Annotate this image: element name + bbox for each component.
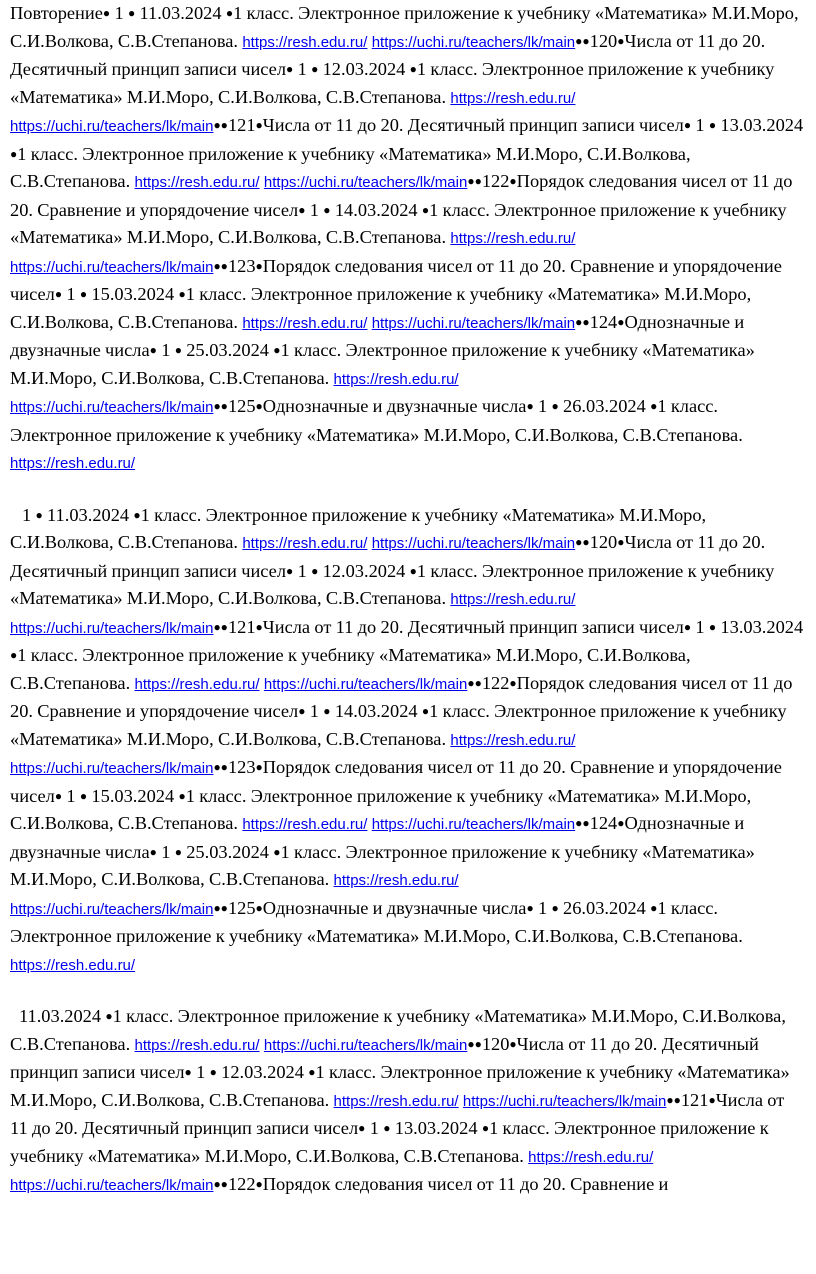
hyperlink[interactable]: https://resh.edu.ru/: [450, 731, 576, 749]
bullet-dot-icon: ●●: [213, 900, 228, 915]
bullet-dot-icon: ●: [683, 619, 692, 634]
hyperlink[interactable]: https://uchi.ru/teachers/lk/main: [371, 33, 576, 51]
text-segment: Числа от 11 до 20. Десятичный принцип записи чисел: [262, 115, 684, 135]
bullet-dot-icon: ●: [509, 1036, 517, 1051]
bullet-dot-icon: ●●: [467, 675, 482, 690]
bullet-dot-icon: ●: [35, 507, 43, 522]
bullet-dot-icon: ●●: [213, 760, 228, 774]
bullet-dot-icon: ●: [178, 788, 186, 803]
bullet-dot-icon: ●: [383, 1121, 391, 1135]
bullet-dot-icon: ●: [650, 900, 658, 915]
bullet-dot-icon: ●: [708, 118, 717, 132]
bullet-dot-icon: ●●: [666, 1092, 681, 1107]
text-segment: 1 класс. Электронное приложение к учебнику «Математика» М.И.Моро, С.И.Волкова, С.В.Степанова.: [10, 560, 775, 608]
bullet-dot-icon: ●: [149, 343, 157, 357]
bullet-dot-icon: ●: [509, 174, 517, 188]
text-segment: 1 класс. Электронное приложение к учебнику «Математика» М.И.Моро, С.И.Волкова, С.В.Степанова.: [10, 396, 743, 445]
text-segment: Числа от 11 до 20. Десятичный принцип записи чисел: [262, 616, 684, 637]
hyperlink[interactable]: https://resh.edu.ru/: [450, 591, 576, 608]
hyperlink[interactable]: https://uchi.ru/teachers/lk/main: [263, 1036, 468, 1054]
hyperlink[interactable]: https://resh.edu.ru/: [10, 455, 136, 472]
text-segment: Однозначные и двузначные числа: [262, 897, 527, 918]
text-segment: 13.03.2024: [390, 1118, 482, 1138]
bullet-dot-icon: ●: [617, 33, 625, 48]
text-block-2: [0, 502, 816, 980]
text-segment: 1: [533, 396, 552, 416]
text-segment: 120: [589, 532, 618, 552]
bullet-dot-icon: ●: [133, 507, 141, 522]
text-segment: Порядок следования чисел от 11 до 20. Сравнение и упорядочение чисел: [10, 757, 782, 806]
text-segment: 1 класс. Электронное приложение к учебнику «Математика» М.И.Моро, С.И.Волкова, С.В.Степанова.: [10, 340, 755, 388]
text-segment: 122: [481, 171, 510, 191]
hyperlink[interactable]: https://resh.edu.ru/: [528, 1148, 654, 1166]
text-segment: Числа от 11 до 20. Десятичный принцип записи чисел: [10, 1033, 759, 1082]
hyperlink[interactable]: https://uchi.ru/teachers/lk/main: [10, 399, 214, 416]
text-segment: Числа от 11 до 20. Десятичный принцип записи чисел: [10, 1089, 785, 1138]
bullet-dot-icon: ●: [708, 1092, 716, 1107]
bullet-dot-icon: ●: [286, 62, 294, 76]
bullet-dot-icon: ●: [255, 1177, 263, 1191]
hyperlink[interactable]: https://uchi.ru/teachers/lk/main: [10, 760, 214, 777]
bullet-dot-icon: ●: [323, 202, 331, 217]
text-segment: 1: [156, 340, 175, 360]
text-segment: 11.03.2024: [135, 3, 226, 23]
bullet-dot-icon: ●: [178, 287, 186, 301]
bullet-dot-icon: ●: [255, 118, 263, 132]
bullet-dot-icon: ●: [10, 146, 18, 161]
hyperlink[interactable]: https://resh.edu.ru/: [450, 89, 576, 107]
bullet-dot-icon: ●: [551, 399, 559, 413]
bullet-dot-icon: ●: [617, 314, 625, 329]
hyperlink[interactable]: https://uchi.ru/teachers/lk/main: [263, 174, 468, 191]
text-segment: 1 класс. Электронное приложение к учебнику «Математика» М.И.Моро, С.И.Волкова, С.В.Степанова.: [10, 143, 691, 191]
text-segment: Порядок следования чисел от 11 до 20. Сравнение и упорядочение чисел: [10, 171, 793, 220]
bullet-dot-icon: ●: [255, 619, 263, 634]
text-segment: 1: [191, 1062, 210, 1082]
text-segment: Повторение: [10, 3, 103, 23]
bullet-dot-icon: ●: [54, 788, 63, 803]
bullet-dot-icon: ●: [509, 675, 517, 690]
bullet-dot-icon: ●●: [575, 535, 590, 549]
bullet-dot-icon: ●: [79, 788, 88, 803]
text-segment: 122: [227, 1174, 256, 1194]
bullet-dot-icon: ●: [617, 535, 625, 549]
hyperlink[interactable]: https://resh.edu.ru/: [134, 1036, 260, 1054]
hyperlink[interactable]: https://uchi.ru/teachers/lk/main: [10, 258, 214, 276]
bullet-dot-icon: ●●: [467, 174, 482, 188]
bullet-dot-icon: ●: [421, 202, 430, 217]
text-segment: 1 класс. Электронное приложение к учебнику «Математика» М.И.Моро, С.И.Волкова, С.В.Степанова.: [10, 1062, 790, 1110]
text-segment: 14.03.2024: [330, 701, 422, 721]
text-segment: Числа от 11 до 20. Десятичный принцип записи чисел: [10, 532, 766, 581]
text-segment: 11.03.2024: [42, 504, 134, 525]
text-segment: Числа от 11 до 20. Десятичный принцип записи чисел: [10, 30, 766, 79]
bullet-dot-icon: ●: [298, 704, 306, 718]
bullet-dot-icon: ●: [54, 287, 63, 301]
text-segment: 1: [156, 841, 175, 862]
bullet-dot-icon: ●: [105, 1009, 113, 1023]
text-segment: 1 класс. Электронное приложение к учебнику «Математика» М.И.Моро, С.И.Волкова, С.В.Степанова.: [10, 59, 775, 107]
text-segment: 124: [589, 311, 618, 332]
bullet-dot-icon: ●: [273, 844, 281, 859]
text-segment: 15.03.2024: [87, 284, 179, 304]
hyperlink[interactable]: https://uchi.ru/teachers/lk/main: [371, 816, 576, 833]
text-segment: 1 класс. Электронное приложение к учебнику «Математика» М.И.Моро, С.И.Волкова, С.В.Степанова.: [10, 1118, 769, 1166]
text-segment: Порядок следования чисел от 11 до 20. Сравнение и: [262, 1174, 669, 1194]
text-segment: 1: [62, 284, 80, 304]
text-segment: 124: [589, 813, 618, 833]
bullet-dot-icon: ●●: [575, 314, 590, 329]
text-segment: 26.03.2024: [558, 897, 651, 918]
text-segment: 1 класс. Электронное приложение к учебнику «Математика» М.И.Моро, С.И.Волкова, С.В.Степанова.: [10, 785, 752, 833]
bullet-dot-icon: ●: [225, 6, 234, 20]
text-segment: 122: [481, 672, 510, 693]
bullet-dot-icon: ●: [286, 563, 294, 578]
bullet-dot-icon: ●●: [213, 258, 228, 273]
text-segment: 1: [533, 897, 552, 918]
text-segment: 1 класс. Электронное приложение к учебнику «Математика» М.И.Моро, С.И.Волкова, С.В.Степанова.: [10, 199, 787, 247]
bullet-dot-icon: ●: [79, 287, 88, 301]
text-segment: 1: [293, 59, 312, 79]
text-segment: 1 класс. Электронное приложение к учебнику «Математика» М.И.Моро, С.И.Волкова, С.В.Степанова.: [10, 1006, 786, 1054]
bullet-dot-icon: ●: [617, 816, 625, 830]
bullet-dot-icon: ●: [127, 6, 136, 20]
hyperlink[interactable]: https://resh.edu.ru/: [242, 33, 368, 51]
text-segment: Однозначные и двузначные числа: [10, 311, 745, 360]
bullet-dot-icon: ●: [255, 399, 263, 413]
text-segment: 15.03.2024: [87, 785, 179, 806]
hyperlink[interactable]: https://resh.edu.ru/: [333, 370, 459, 388]
bullet-dot-icon: ●: [421, 704, 430, 718]
bullet-dot-icon: ●: [683, 118, 692, 132]
bullet-dot-icon: ●: [551, 900, 559, 915]
bullet-dot-icon: ●: [708, 619, 717, 634]
hyperlink[interactable]: https://resh.edu.ru/: [242, 314, 368, 332]
hyperlink[interactable]: https://uchi.ru/teachers/lk/main: [10, 619, 214, 637]
bullet-dot-icon: ●: [323, 704, 331, 718]
bullet-dot-icon: ●●: [575, 33, 590, 48]
text-segment: 12.03.2024: [216, 1062, 309, 1082]
text-segment: Однозначные и двузначные числа: [262, 396, 527, 416]
text-segment: 1: [691, 115, 709, 135]
text-segment: 1 класс. Электронное приложение к учебнику «Математика» М.И.Моро, С.И.Волкова, С.В.Степанова.: [10, 284, 752, 332]
hyperlink[interactable]: https://uchi.ru/teachers/lk/main: [263, 675, 468, 693]
text-segment: 13.03.2024: [716, 115, 804, 135]
bullet-dot-icon: ●: [650, 399, 658, 413]
text-segment: Порядок следования чисел от 11 до 20. Сравнение и упорядочение чисел: [10, 255, 782, 304]
text-segment: 125: [227, 396, 256, 416]
hyperlink[interactable]: https://uchi.ru/teachers/lk/main: [462, 1092, 667, 1110]
bullet-dot-icon: ●: [273, 343, 281, 357]
bullet-dot-icon: ●: [102, 6, 111, 20]
text-segment: Однозначные и двузначные числа: [10, 813, 745, 862]
text-segment: 120: [589, 30, 618, 51]
hyperlink[interactable]: https://uchi.ru/teachers/lk/main: [371, 535, 576, 552]
bullet-dot-icon: ●: [10, 648, 18, 662]
hyperlink[interactable]: https://resh.edu.ru/: [333, 1092, 459, 1110]
text-segment: 121: [227, 115, 256, 135]
bullet-dot-icon: ●●: [467, 1036, 482, 1051]
hyperlink[interactable]: https://resh.edu.ru/: [450, 230, 576, 247]
bullet-dot-icon: ●: [255, 760, 263, 774]
hyperlink[interactable]: https://resh.edu.ru/: [242, 816, 368, 833]
text-segment: 125: [227, 897, 256, 918]
bullet-dot-icon: ●: [298, 202, 306, 217]
bullet-dot-icon: ●●: [213, 399, 228, 413]
bullet-dot-icon: ●: [209, 1065, 217, 1079]
bullet-dot-icon: ●●: [213, 1177, 228, 1191]
text-segment: 1 класс. Электронное приложение к учебнику «Математика» М.И.Моро, С.И.Волкова, С.В.Степанова.: [10, 897, 743, 946]
bullet-dot-icon: ●: [174, 844, 182, 859]
text-block-3: [0, 1003, 816, 1200]
text-segment: 1: [110, 3, 128, 23]
bullet-dot-icon: ●: [358, 1121, 366, 1135]
text-segment: 123: [227, 757, 256, 777]
bullet-dot-icon: ●: [311, 563, 319, 578]
bullet-dot-icon: ●●: [213, 619, 228, 634]
text-segment: 123: [227, 255, 256, 276]
bullet-dot-icon: ●: [184, 1065, 192, 1079]
text-segment: 1 класс. Электронное приложение к учебнику «Математика» М.И.Моро, С.И.Волкова, С.В.Степанова.: [10, 504, 707, 552]
bullet-dot-icon: ●: [409, 62, 417, 76]
hyperlink[interactable]: https://resh.edu.ru/: [242, 535, 368, 552]
text-segment: 1 класс. Электронное приложение к учебнику «Математика» М.И.Моро, С.И.Волкова, С.В.Степанова.: [10, 841, 755, 889]
bullet-dot-icon: ●: [526, 399, 534, 413]
bullet-dot-icon: ●: [255, 258, 263, 273]
text-segment: 1: [365, 1118, 384, 1138]
hyperlink[interactable]: https://uchi.ru/teachers/lk/main: [10, 900, 214, 918]
text-segment: 12.03.2024: [318, 560, 410, 581]
text-segment: 1 класс. Электронное приложение к учебнику «Математика» М.И.Моро, С.И.Волкова, С.В.Степанова.: [10, 645, 691, 693]
bullet-dot-icon: ●●: [575, 816, 590, 830]
bullet-dot-icon: ●: [174, 343, 182, 357]
text-segment: 1: [305, 199, 324, 220]
hyperlink[interactable]: https://resh.edu.ru/: [10, 956, 136, 974]
hyperlink[interactable]: https://resh.edu.ru/: [134, 174, 260, 191]
bullet-dot-icon: ●: [409, 563, 417, 578]
bullet-dot-icon: ●: [255, 900, 263, 915]
text-segment: 12.03.2024: [318, 59, 410, 79]
bullet-dot-icon: ●: [526, 900, 534, 915]
text-segment: Порядок следования чисел от 11 до 20. Сравнение и упорядочение чисел: [10, 672, 793, 721]
text-segment: 1: [293, 560, 312, 581]
bullet-dot-icon: ●: [308, 1065, 316, 1079]
text-segment: 120: [481, 1033, 510, 1054]
text-segment: 1: [305, 701, 324, 721]
text-segment: 1: [62, 785, 80, 806]
bullet-dot-icon: ●: [481, 1121, 490, 1135]
text-segment: 1 класс. Электронное приложение к учебнику «Математика» М.И.Моро, С.И.Волкова, С.В.Степанова.: [10, 3, 799, 51]
text-segment: 121: [680, 1089, 709, 1110]
bullet-dot-icon: ●: [311, 62, 319, 76]
hyperlink[interactable]: https://uchi.ru/teachers/lk/main: [371, 314, 576, 332]
text-segment: 14.03.2024: [330, 199, 422, 220]
text-block-1: [0, 0, 816, 478]
bullet-dot-icon: ●: [149, 844, 157, 859]
text-segment: 25.03.2024: [181, 340, 274, 360]
hyperlink[interactable]: https://resh.edu.ru/: [333, 872, 459, 889]
text-segment: 13.03.2024: [716, 616, 804, 637]
text-segment: 1 класс. Электронное приложение к учебнику «Математика» М.И.Моро, С.И.Волкова, С.В.Степанова.: [10, 701, 787, 749]
text-segment: 1: [22, 504, 36, 525]
hyperlink[interactable]: https://resh.edu.ru/: [134, 675, 260, 693]
text-segment: 11.03.2024: [19, 1006, 106, 1026]
hyperlink[interactable]: https://uchi.ru/teachers/lk/main: [10, 1177, 214, 1194]
text-segment: 121: [227, 616, 256, 637]
hyperlink[interactable]: https://uchi.ru/teachers/lk/main: [10, 118, 214, 135]
bullet-dot-icon: ●●: [213, 118, 228, 132]
text-segment: 26.03.2024: [558, 396, 651, 416]
text-segment: 25.03.2024: [181, 841, 274, 862]
text-segment: 1: [691, 616, 709, 637]
